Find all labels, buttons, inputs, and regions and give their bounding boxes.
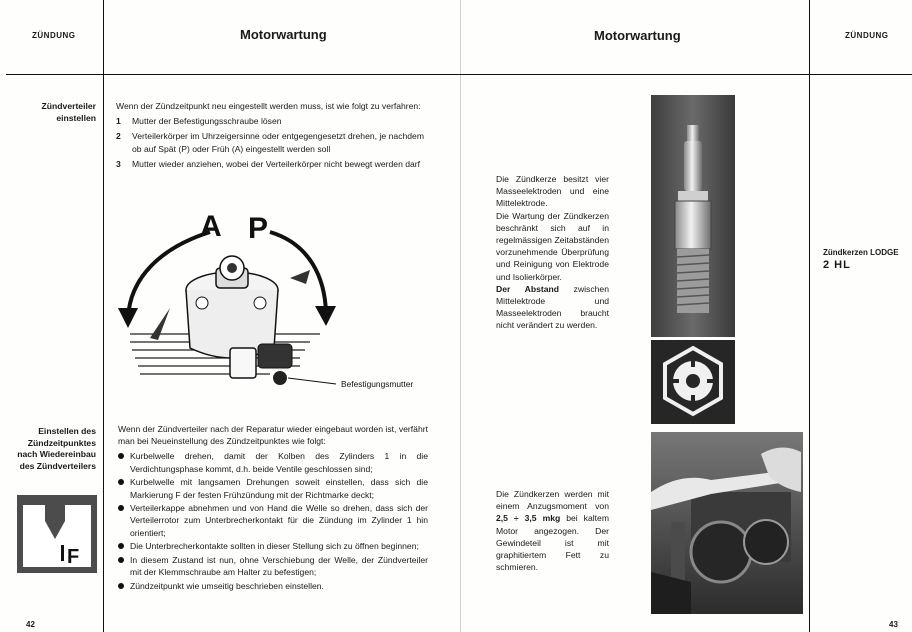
arrow-retard-head [315, 306, 336, 326]
arrow-retard [270, 232, 326, 313]
header-rule-left [6, 74, 461, 75]
margin-rule-right [809, 0, 810, 632]
block2-text [118, 423, 428, 592]
page-title-right: Motorwartung [594, 28, 681, 43]
step-number: 2 [116, 131, 121, 142]
step-1 [116, 115, 424, 127]
step-number: 3 [116, 158, 121, 169]
description-p1: Die Zündkerze besitzt vier Masseelektroden und eine Mittelektrode. [496, 174, 609, 209]
block2-intro: Wenn der Zündverteiler nach der Reparatur wieder eingebaut worden ist, verfährt man bei Neueinstellung des Zündzeitpunktes wie folgt: [118, 424, 428, 447]
section-header-left: ZÜNDUNG [32, 31, 76, 40]
page-title-left: Motorwartung [240, 27, 327, 42]
list-item: Verteilerkappe abnehmen und von Hand die Welle so drehen, dass sich der Verteilerrotor zum Unterbrecherkontakt für die Zündung im Zylinder 1 hin orientiert; [118, 502, 428, 539]
step-3 [116, 158, 424, 170]
step-number: 1 [116, 116, 121, 127]
list-item: Die Unterbrecherkontakte sollten in dieser Stellung sich zu öffnen beginnen; [118, 540, 428, 552]
callout-line [288, 378, 336, 384]
arrow-advance-head [118, 308, 138, 328]
engine-wrench-photo [651, 432, 803, 614]
margin-label-reinstall: Einstellen des Zündzeitpunktes nach Wiedereinbau des Zündverteilers [17, 426, 96, 471]
label-p: P [248, 212, 269, 245]
engine-drawing [651, 432, 803, 614]
margin-rule-left [103, 0, 104, 632]
description-p2: Die Wartung der Zündkerzen beschränkt sich auf in regelmässigen Zeitabständen vorzunehmende Überprüfung und Reinigung von Elektrode und Isolierkörper. [496, 210, 609, 282]
timing-mark-image [17, 495, 97, 573]
label-a: A [200, 210, 222, 243]
torque-description: Die Zündkerzen werden mit einem Anzugsmoment von 2,5 ÷ 3,5 mkg bei kaltem Motor angezogen. Der Gewindeteil ist mit graphitiertem Fett zu schmieren. [496, 489, 609, 573]
electrode-end-view [651, 340, 735, 424]
timing-mark-letter: F [67, 546, 80, 568]
spark-plug-drawing [651, 95, 735, 337]
distributor-figure [110, 208, 440, 408]
timing-mark-drawing [17, 495, 97, 573]
electrode-drawing [651, 340, 735, 424]
list-item: In diesem Zustand ist nun, ohne Verschiebung der Welle, der Zündverteiler mit der Klemmschraube am Halter zu befestigen; [118, 554, 428, 578]
block1-intro: Wenn der Zündzeitpunkt neu eingestellt werden muss, ist wie folgt zu verfahren: [116, 101, 421, 111]
step-text: Verteilerkörper im Uhrzeigersinne oder entgegengesetzt drehen, je nachdem ob auf Spät (P) oder Früh (A) eingestellt werden soll [132, 131, 424, 154]
spark-plug-spec-label: Zündkerzen LODGE [823, 248, 899, 257]
step-text: Mutter wieder anziehen, wobei der Verteilerkörper nicht bewegt werden darf [132, 158, 421, 169]
list-item: Zündzeitpunkt wie umseitig beschrieben einstellen. [118, 580, 428, 592]
page-number-left: 42 [26, 620, 35, 629]
right-page [461, 0, 912, 632]
description-p3: Der Abstand zwischen Mittelektrode und Masseelektroden braucht nicht verändert zu werden. [496, 283, 609, 331]
spark-plug-spec-value: 2 HL [823, 259, 851, 271]
page-number-right: 43 [889, 620, 898, 629]
spark-plug-description [496, 173, 609, 332]
step-text: Mutter der Befestigungsschraube lösen [132, 116, 282, 127]
list-item: Kurbelwelle drehen, damit der Kolben des Zylinders 1 in die Verdichtungsphase kommt, d.h. beide Ventile geschlossen sind; [118, 450, 428, 474]
reinstall-steps [118, 450, 428, 592]
margin-label-distributor: Zündverteiler einstellen [41, 101, 96, 123]
list-item: Kurbelwelle mit langsamen Drehungen soweit einstellen, dass sich die Markierung F der festen Frühzündung mit der Richtmarke deckt; [118, 476, 428, 500]
step-2 [116, 130, 424, 154]
header-rule-right [461, 74, 912, 75]
block1-text [116, 100, 424, 170]
callout-mounting-nut: Befestigungsmutter [341, 379, 414, 389]
spark-plug-photo [651, 95, 735, 337]
section-header-right: ZÜNDUNG [845, 31, 889, 40]
